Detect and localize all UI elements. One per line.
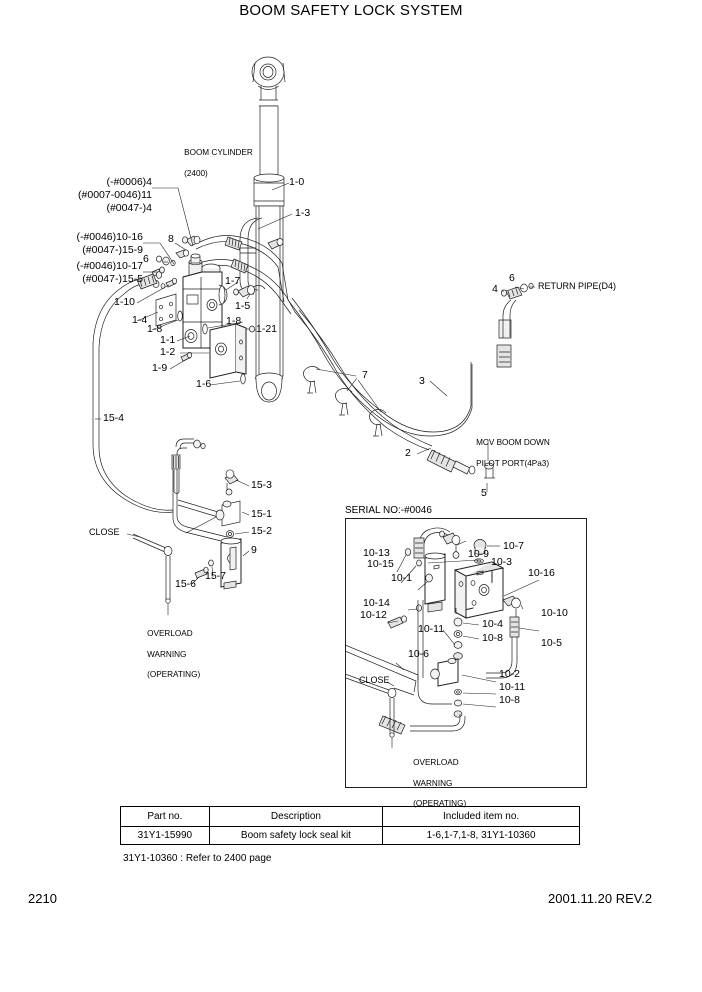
inset-item-10-11-a: 10-11 xyxy=(418,623,445,635)
overload-warning-caption xyxy=(138,619,200,691)
inset-item-10-11-b: 10-11 xyxy=(499,681,526,693)
header-part-no: Part no. xyxy=(121,807,210,827)
serial-note-b-1: (-#0046)10-16 xyxy=(76,231,143,243)
return-pipe-label: RETURN PIPE(D4) xyxy=(538,281,617,291)
item-15-2: 15-1 xyxy=(251,508,273,520)
close-label: CLOSE xyxy=(89,527,120,537)
inset-item-10-8-a: 10-8 xyxy=(482,632,504,644)
item-15-4: 15-3 xyxy=(251,479,273,491)
item-5: 5 xyxy=(481,487,487,499)
item-1-0: 1-0 xyxy=(289,176,305,188)
overload-line-2: WARNING xyxy=(147,649,187,659)
inset-item-10-8-b: 10-8 xyxy=(499,694,521,706)
cell-description: Boom safety lock seal kit xyxy=(209,827,382,845)
item-1-8-mid: 1-8 xyxy=(226,315,242,327)
inset-close-label: CLOSE xyxy=(359,675,390,685)
serial-note-a-2: (#0007-0046)11 xyxy=(78,189,152,201)
boom-cylinder-caption xyxy=(175,138,253,189)
inset-item-10-1: 10-1 xyxy=(391,572,413,584)
item-1-4: 1-4 xyxy=(132,314,148,326)
serial-note-c-1: (-#0046)10-17 xyxy=(76,260,143,272)
item-15-7: 15-6 xyxy=(175,578,197,590)
item-7: 7 xyxy=(362,369,368,381)
item-1-21: 1-21 xyxy=(256,323,278,335)
inset-item-10-7: 10-7 xyxy=(503,540,525,552)
mcv-line-1: MCV BOOM DOWN xyxy=(476,438,550,448)
item-1-1: 1-1 xyxy=(160,334,176,346)
header-description: Description xyxy=(209,807,382,827)
inset-item-10-15: 10-15 xyxy=(367,558,394,570)
overload-line-3: (OPERATING) xyxy=(147,670,201,680)
item-4: 6 xyxy=(143,253,149,265)
revision-date: 2001.11.20 REV.2 xyxy=(548,891,653,906)
inset-item-10-9: 10-9 xyxy=(468,548,490,560)
parts-table xyxy=(120,806,580,845)
item-2: 2 xyxy=(405,447,411,459)
inset-item-10-13: 10-13 xyxy=(363,547,390,559)
inset-item-10-2: 10-2 xyxy=(499,668,521,680)
header-included-item-no: Included item no. xyxy=(383,807,580,827)
item-1-8-left: 1-8 xyxy=(147,323,163,335)
inset-item-10-10: 10-10 xyxy=(541,607,568,619)
item-1-9: 1-9 xyxy=(152,362,168,374)
inset-item-10-12: 10-12 xyxy=(360,609,387,621)
item-1-10: 1-10 xyxy=(114,296,136,308)
boom-cylinder-label: BOOM CYLINDER xyxy=(184,148,253,158)
inset-overload-line-3: (OPERATING) xyxy=(413,799,467,809)
mcv-line-2: PILOT PORT(4Pa3) xyxy=(476,458,550,468)
item-1-7: 1-7 xyxy=(225,275,241,287)
item-15-6: 15-4 xyxy=(103,412,125,424)
serial-note-b-2: (#0047-)15-9 xyxy=(82,244,143,256)
item-15-3: 15-2 xyxy=(251,525,273,537)
inset-overload-line-1: OVERLOAD xyxy=(413,758,459,768)
mcv-port-caption xyxy=(467,428,550,479)
item-15-8: 15-7 xyxy=(205,570,227,582)
item-8: 8 xyxy=(168,233,174,245)
item-1-3: 1-3 xyxy=(295,207,311,219)
cell-part-no: 31Y1-15990 xyxy=(121,827,210,845)
item-3: 3 xyxy=(419,375,425,387)
inset-item-10-14: 10-14 xyxy=(363,597,390,609)
item-15-1: 9 xyxy=(251,544,257,556)
inset-serial-header: SERIAL NO:-#0046 xyxy=(345,505,432,516)
item-6: 4 xyxy=(492,283,498,295)
serial-note-c-2: (#0047-)15-5 xyxy=(82,273,143,285)
inset-item-10-3: 10-3 xyxy=(491,556,513,568)
page-title: BOOM SAFETY LOCK SYSTEM xyxy=(239,2,463,19)
overload-line-1: OVERLOAD xyxy=(147,629,193,639)
serial-note-a-1: (-#0006)4 xyxy=(106,176,152,188)
table-row xyxy=(121,827,580,845)
cell-included-item-no: 1-6,1-7,1-8, 31Y1-10360 xyxy=(383,827,580,845)
table-header-row xyxy=(121,807,580,827)
boom-cylinder-code: (2400) xyxy=(184,168,208,178)
item-1-6: 1-6 xyxy=(196,378,212,390)
inset-item-10-16: 10-16 xyxy=(528,567,555,579)
item-1-5: 1-5 xyxy=(235,300,251,312)
serial-note-a-3: (#0047-)4 xyxy=(106,202,152,214)
inset-overload-line-2: WARNING xyxy=(413,778,453,788)
inset-item-10-5: 10-5 xyxy=(541,637,563,649)
page-number: 2210 xyxy=(28,891,57,906)
inset-item-10-6: 10-6 xyxy=(408,648,430,660)
item-1-2: 1-2 xyxy=(160,346,176,358)
item-9: 6 xyxy=(509,272,515,284)
table-footnote: 31Y1-10360 : Refer to 2400 page xyxy=(123,853,272,864)
inset-item-10-4: 10-4 xyxy=(482,618,504,630)
